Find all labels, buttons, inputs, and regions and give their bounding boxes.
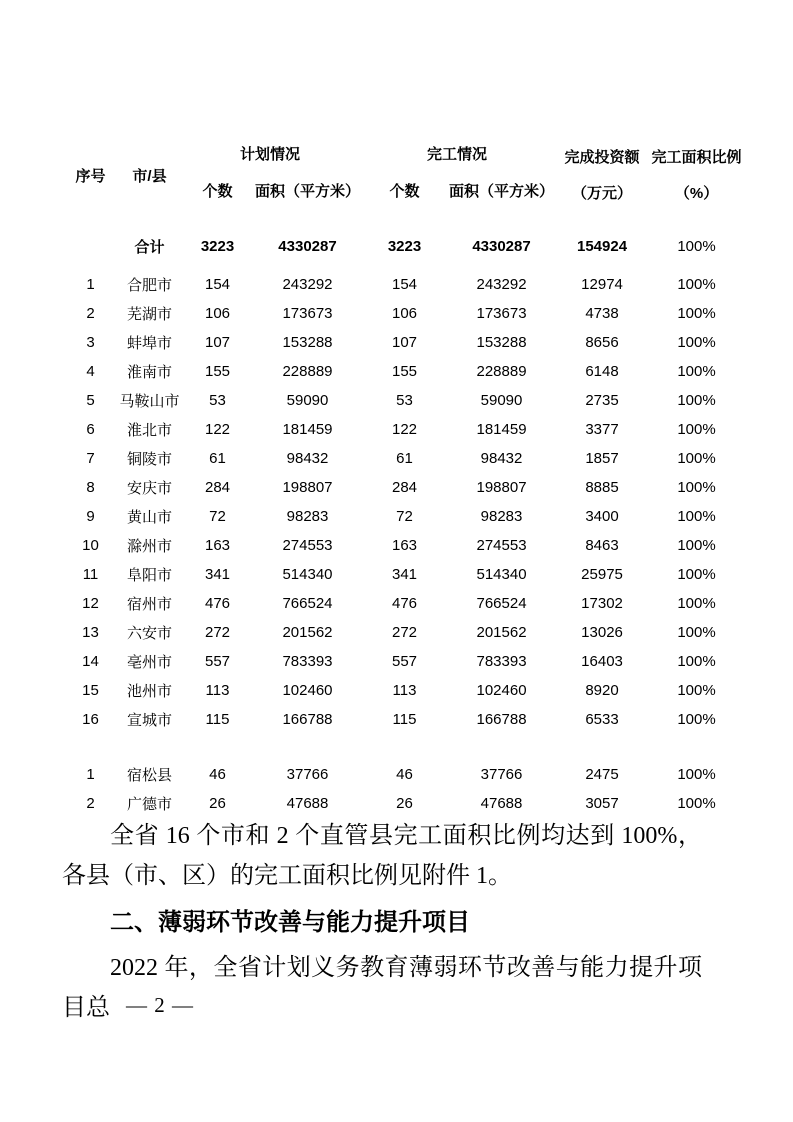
header-investment — [554, 138, 650, 212]
table-cell: 8463 — [585, 537, 619, 554]
table-cell: 淮南市 — [126, 364, 172, 381]
header-ratio-unit: （%） — [674, 184, 719, 202]
table-cell: 5 — [86, 392, 95, 409]
table-cell: 272 — [392, 624, 418, 641]
table-cell: 1 — [86, 276, 95, 293]
table-cell: 166788 — [476, 711, 527, 728]
table-cell: 154 — [204, 276, 231, 293]
city-row — [62, 415, 743, 444]
table-cell: 72 — [209, 508, 226, 525]
table-cell: 106 — [392, 305, 418, 322]
table-cell: 113 — [392, 682, 417, 699]
header-group-planned: 计划情况 — [240, 145, 301, 163]
table-cell: 3 — [86, 334, 95, 351]
table-cell: 243292 — [282, 276, 333, 293]
table-cell: 亳州市 — [126, 654, 172, 671]
table-cell — [62, 212, 119, 270]
table-cell: 514340 — [476, 566, 527, 583]
table-cell: 100% — [677, 479, 716, 496]
table-cell: 284 — [392, 479, 418, 496]
county-row — [62, 760, 743, 789]
table-cell: 6533 — [585, 711, 619, 728]
table-cell: 16 — [82, 711, 99, 728]
table-cell: 2 — [86, 795, 95, 812]
table-cell: 1857 — [585, 450, 619, 467]
table-cell: 274553 — [282, 537, 333, 554]
city-row — [62, 299, 743, 328]
table-cell: 7 — [86, 450, 95, 467]
spacer-row — [62, 734, 743, 760]
city-row — [62, 618, 743, 647]
table-cell: 46 — [209, 766, 226, 783]
table-cell: 100% — [677, 421, 716, 438]
table-cell: 14 — [82, 653, 99, 670]
header-completed-area: 面积（平方米） — [449, 182, 555, 200]
table-cell: 766524 — [282, 595, 333, 612]
table-cell: 154924 — [577, 237, 628, 255]
city-row — [62, 444, 743, 473]
table-cell: 228889 — [476, 363, 527, 380]
table-cell: 155 — [204, 363, 231, 380]
table-cell: 芜湖市 — [126, 306, 172, 323]
table-cell: 107 — [392, 334, 418, 351]
table-cell: 2475 — [585, 766, 619, 783]
header-planned-count: 个数 — [202, 182, 233, 200]
table-cell: 3223 — [200, 237, 235, 255]
header-serial-no: 序号 — [75, 167, 106, 185]
table-cell: 198807 — [282, 479, 333, 496]
table-cell: 池州市 — [126, 683, 172, 700]
table-cell: 100% — [677, 624, 716, 641]
table-cell: 783393 — [282, 653, 333, 670]
city-row — [62, 560, 743, 589]
table-cell: 3223 — [387, 237, 422, 255]
table-cell: 46 — [396, 766, 413, 783]
table-cell: 3400 — [585, 508, 619, 525]
table-cell: 3377 — [585, 421, 619, 438]
table-cell: 100% — [677, 334, 716, 351]
table-cell: 61 — [209, 450, 226, 467]
table-cell: 4738 — [585, 305, 619, 322]
table-cell: 476 — [204, 595, 231, 612]
table-cell: 15 — [82, 682, 99, 699]
table-cell: 59090 — [480, 392, 523, 409]
table-cell: 100% — [677, 795, 716, 812]
table-cell: 13 — [82, 624, 99, 641]
section-heading-2: 二、薄弱环节改善与能力提升项目 — [110, 909, 470, 936]
table-cell: 274553 — [476, 537, 527, 554]
table-cell: 蚌埠市 — [126, 335, 172, 352]
table-cell: 122 — [392, 421, 418, 438]
county-row — [62, 789, 743, 818]
city-row — [62, 270, 743, 299]
table-cell: 98283 — [480, 508, 523, 525]
table-cell: 115 — [205, 711, 230, 728]
table-cell: 72 — [396, 508, 413, 525]
table-cell: 102460 — [282, 682, 333, 699]
table-cell: 106 — [204, 305, 231, 322]
table-body — [62, 212, 743, 818]
table-cell: 53 — [209, 392, 226, 409]
table-cell: 272 — [204, 624, 231, 641]
completion-stats-table — [62, 138, 743, 818]
header-ratio-title: 完工面积比例 — [651, 148, 742, 166]
table-cell: 37766 — [286, 766, 329, 783]
table-cell: 黄山市 — [126, 509, 172, 526]
table-cell: 6148 — [585, 363, 619, 380]
table-cell: 26 — [209, 795, 226, 812]
table-cell: 阜阳市 — [126, 567, 172, 584]
table-cell: 25975 — [581, 566, 623, 583]
table-cell: 107 — [204, 334, 231, 351]
table-cell: 557 — [204, 653, 231, 670]
header-planned-area: 面积（平方米） — [255, 182, 361, 200]
paragraph-completion-summary: 全省 16 个市和 2 个直管县完工面积比例均达到 100%，各县（市、区）的完工面积比例见附件 1。 — [62, 823, 702, 889]
table-cell: 100% — [677, 711, 716, 728]
table-cell: 100% — [677, 305, 716, 322]
table-cell: 155 — [392, 363, 418, 380]
table-cell: 514340 — [282, 566, 333, 583]
table-cell: 1 — [86, 766, 95, 783]
table-cell: 100% — [677, 766, 716, 783]
paragraph-2022-plan: 2022 年，全省计划义务教育薄弱环节改善与能力提升项目总 — [62, 955, 702, 1021]
table-cell: 98283 — [286, 508, 329, 525]
table-cell: 铜陵市 — [126, 451, 172, 468]
table-cell: 100% — [677, 653, 716, 670]
table-cell: 476 — [392, 595, 418, 612]
city-row — [62, 647, 743, 676]
table-cell: 557 — [392, 653, 418, 670]
table-cell: 26 — [396, 795, 413, 812]
table-cell: 2735 — [585, 392, 619, 409]
page-number: — 2 — — [126, 993, 194, 1017]
table-cell: 11 — [82, 566, 99, 583]
table-cell: 100% — [677, 276, 716, 293]
header-group-completed: 完工情况 — [427, 145, 488, 163]
table-cell: 宿松县 — [126, 767, 172, 784]
table-cell: 37766 — [480, 766, 523, 783]
table-cell: 59090 — [286, 392, 329, 409]
table-cell: 马鞍山市 — [119, 393, 180, 410]
table-cell: 16403 — [581, 653, 623, 670]
table-cell: 3057 — [585, 795, 619, 812]
table-cell: 8885 — [585, 479, 619, 496]
table-cell: 153288 — [476, 334, 527, 351]
table-cell: 766524 — [476, 595, 527, 612]
table-cell: 243292 — [476, 276, 527, 293]
table-cell: 341 — [204, 566, 231, 583]
city-row — [62, 676, 743, 705]
table-cell: 17302 — [581, 595, 623, 612]
city-row — [62, 531, 743, 560]
table-cell: 4330287 — [278, 237, 337, 255]
table-cell: 100% — [677, 237, 716, 255]
city-row — [62, 502, 743, 531]
table-cell: 2 — [86, 305, 95, 322]
table-cell: 166788 — [282, 711, 333, 728]
table-cell: 98432 — [480, 450, 523, 467]
header-investment-unit: （万元） — [572, 184, 633, 202]
table-cell: 181459 — [282, 421, 333, 438]
table-cell: 淮北市 — [126, 422, 172, 439]
table-cell: 12 — [82, 595, 99, 612]
table-cell: 154 — [392, 276, 418, 293]
table-cell: 102460 — [476, 682, 527, 699]
table-cell: 8656 — [585, 334, 619, 351]
table-cell: 13026 — [581, 624, 623, 641]
table-cell: 173673 — [282, 305, 333, 322]
table-cell: 广德市 — [126, 796, 172, 813]
summary-row — [62, 212, 743, 270]
table-cell: 滁州市 — [126, 538, 172, 555]
table-cell: 宣城市 — [126, 712, 172, 729]
table-cell: 61 — [396, 450, 413, 467]
city-row — [62, 473, 743, 502]
table-cell: 163 — [204, 537, 231, 554]
table-cell: 100% — [677, 363, 716, 380]
table-cell: 228889 — [282, 363, 333, 380]
table-cell: 181459 — [476, 421, 527, 438]
table-cell: 47688 — [286, 795, 329, 812]
table-cell: 8920 — [585, 682, 619, 699]
table-cell: 9 — [86, 508, 95, 525]
table-cell: 100% — [677, 566, 716, 583]
table-cell: 122 — [204, 421, 231, 438]
table-cell: 100% — [677, 537, 716, 554]
table-cell: 98432 — [286, 450, 329, 467]
table-cell: 783393 — [476, 653, 527, 670]
table-cell: 100% — [677, 682, 716, 699]
table-cell: 201562 — [476, 624, 527, 641]
table-cell: 100% — [677, 392, 716, 409]
city-row — [62, 386, 743, 415]
table-cell: 113 — [205, 682, 230, 699]
table-cell: 173673 — [476, 305, 527, 322]
table-cell: 53 — [396, 392, 413, 409]
city-row — [62, 328, 743, 357]
header-city-county: 市/县 — [132, 167, 167, 185]
table-cell: 341 — [392, 566, 418, 583]
table-cell: 201562 — [282, 624, 333, 641]
table-cell: 100% — [677, 450, 716, 467]
table-cell: 宿州市 — [126, 596, 172, 613]
table-cell: 10 — [82, 537, 99, 554]
city-row — [62, 705, 743, 734]
table-cell: 100% — [677, 508, 716, 525]
table-cell: 198807 — [476, 479, 527, 496]
table-cell: 8 — [86, 479, 95, 496]
table-cell: 47688 — [480, 795, 523, 812]
table-cell: 4330287 — [472, 237, 531, 255]
table-cell: 六安市 — [126, 625, 172, 642]
header-investment-title: 完成投资额 — [564, 148, 640, 166]
table-cell: 6 — [86, 421, 95, 438]
header-completion-ratio — [650, 138, 743, 212]
table-cell: 合肥市 — [126, 277, 172, 294]
city-row — [62, 357, 743, 386]
table-cell: 284 — [204, 479, 231, 496]
header-completed-count: 个数 — [389, 182, 420, 200]
city-row — [62, 589, 743, 618]
table-cell: 163 — [392, 537, 418, 554]
table-cell: 100% — [677, 595, 716, 612]
table-cell: 安庆市 — [126, 480, 172, 497]
table-cell: 115 — [392, 711, 417, 728]
table-header — [62, 138, 743, 212]
table-cell: 153288 — [282, 334, 333, 351]
table-cell: 12974 — [581, 276, 623, 293]
table-cell: 合计 — [134, 238, 165, 256]
table-cell: 4 — [86, 363, 95, 380]
